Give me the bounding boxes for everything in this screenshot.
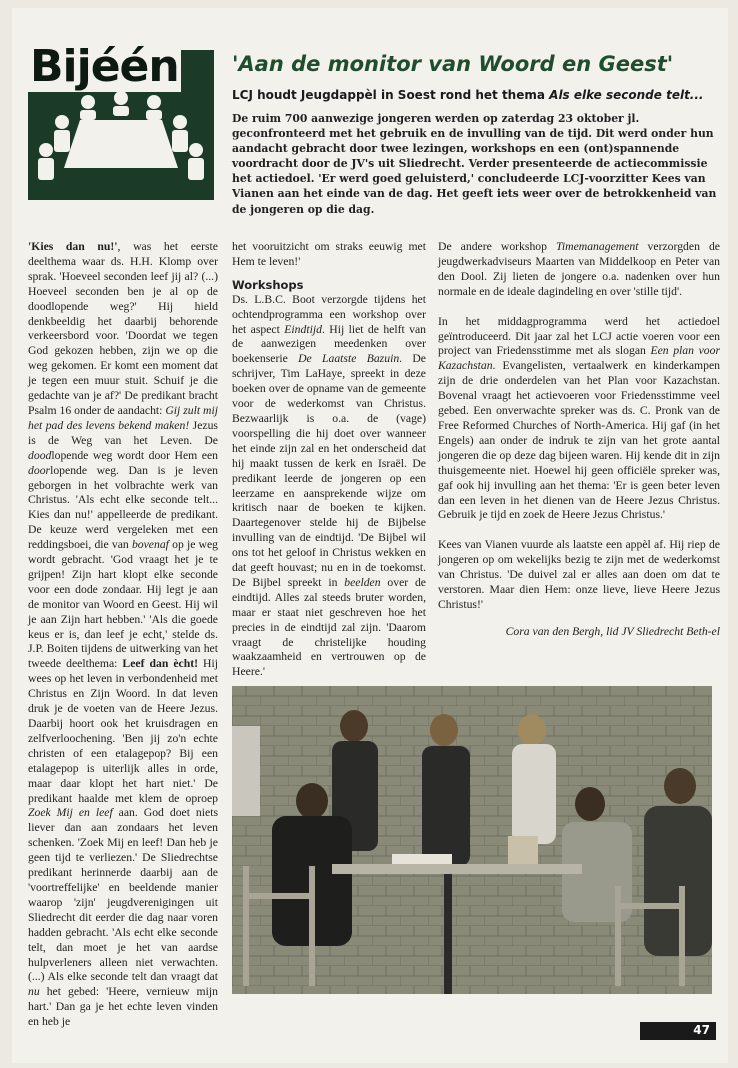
group-photo xyxy=(232,686,712,994)
paragraph: 'Kies dan nu!', was het eerste deelthema waar ds. H.H. Klomp over sprak. 'Hoeveel seconden leef jij al? (...) Hoeveel seconden ben je al op de doodlopende weg?' Hij hield denkbeeldig het daarbij behorende verkeersbord voor. 'Doordat we tegen God gekozen hebben, zijn we op die weg gekomen. Er komt een moment dat je tegen een muur stuit. Schuif je die gedachte van je af?' De predikant bracht Psalm 16 onder de aandacht: Gij zult mij het pad des levens bekend maken! Jezus is de Weg van het Leven. De doodlopende weg wordt door Hem een doorlopende weg. Dan is je leven geborgen in het volbrachte werk van Christus. 'Als echt elke seconde telt... Kies dan nu!' appelleerde de predikant. De keuze werd vergeleken met een reddingsboei, die van bovenaf op je weg wordt gebracht. 'God vraagt het je te grijpen! Zijn hart klopt elke seconde voor een dode zondaar. Hij legt je aan de monitor van Woord en Geest. Hij wil je aan Zijn hart hebben.' 'Als die goede keus er is, dan leef je echt,' stelde ds. J.P. Boiten tijdens de uitwerking van het tweede deelthema: Leef dan ècht! Hij wees op het leven in verbondenheid met Christus en Zijn Woord. In dat leven druk je de voeten van de Heere Jezus. Daarbij hoort ook het kruisdragen en zelfverloochening. 'Ben jij zo'n echte christen of een etalagepop? Bij een etalagepop is uiterlijk alles in orde, maar daar klopt het hart niet.' De predikant haalde met klem de oproep Zoek Mij en leef aan. God doet niets liever dan aan zondaars het leven schenken. 'Zoek Mij en leef! Dan heb je geen tijd te verliezen.' De Sliedrechtse predikant herinnerde daarbij aan de 'voortreffelijke' en beeldende manier waarop 'zijn' jeugdverenigingen uit Sliedrecht dit eerder die dag naar voren hadden gebracht. 'Als echt elke seconde telt, dan moet je het van aardse hulpverleners alleen niet verwachten. (...) Als elke seconde telt dan vraagt dat nu het gebed: 'Heere, vernieuw mijn hart.' Dan ga je het echte leven vinden en heb je xyxy=(28,240,219,1029)
page-number: 47 xyxy=(693,1023,710,1037)
paragraph: Ds. L.B.C. Boot verzorgde tijdens het ochtendprogramma een workshop over het aspect Eindtijd. Hij liet de helft van de aanwezigen meedenken over boekenserie De Laatste Bazuin. De schrijver, Tim LaHaye, spreekt in deze boeken over de opname van de gemeente voor de wederkomst van Christus. Bezwaarlijk is o.a. de (vage) voorspelling die hij doet over wanneer het einde zijn zal en het onderscheid dat hij maakt tussen de kerk en Israël. De predikant leerde de jongeren op een leerzame en aansprekende wijze om kritisch naar de boeken te kijken. Daartegenover stelde hij de Bijbelse invulling van de eindtijd. 'De Bijbel wil ons tot het geloof in Christus wekken en dat geeft houvast; nu en in de toekomst. De Bijbel spreekt in beelden over de eindtijd. Alles zal steeds bruter worden, maar er staat niet geschreven hoe het precies in de eindtijd zal zijn. 'Daarom vraagt de christelijke houding waakzaamheid en vertrouwen op de Heere.' xyxy=(232,292,426,679)
paragraph: Kees van Vianen vuurde als laatste een appèl af. Hij riep de jongeren op om wekelijks bezig te zijn met de wederkomst van Christus. 'De duivel zal er alles aan doen om dat te verstoren. Maar dien Hem: onze lieve, lieve Heere Jezus Christus!' xyxy=(438,538,720,611)
article-subtitle: LCJ houdt Jeugdappèl in Soest rond het thema Als elke seconde telt... xyxy=(232,88,704,102)
page-number-bar xyxy=(640,1022,716,1040)
column-1 xyxy=(28,240,218,1030)
author-signature: Cora van den Bergh, lid JV Sliedrecht Beth-el xyxy=(505,624,720,638)
paragraph: De andere workshop Timemanagement verzorgden de jeugdwerkadviseurs Maarten van Middelkoop en Peter van den Dool. Zij lieten de jongere o.a. nadenken over hun normale en de ideale dagindeling en over 'stille tijd'. xyxy=(438,240,720,298)
article-intro: De ruim 700 aanwezige jongeren werden op zaterdag 23 oktober jl. geconfronteerd met het gebruik en de invulling van de tijd. Dit werd onder hun aandacht gebracht door twee lezingen, workshops en een (ont)spannende voordracht door de JV's uit Sliedrecht. Verder presenteerde de actiecommissie het actiedoel. 'Er werd goed geluisterd,' concludeerde LCJ-voorzitter Kees van Vianen aan het einde van de dag. Het geeft iets weer over de betrokkenheid van de jongeren op die dag. xyxy=(232,112,717,216)
section-heading: Workshops xyxy=(232,277,304,292)
column-2 xyxy=(232,240,426,680)
paragraph: In het middagprogramma werd het actiedoel geïntroduceerd. Dit jaar zal het LCJ actie voeren voor een project van Friedensstimme met als slogan Een plan voor Kazachstan. Evangelisten, vertaalwerk en kinderkampen zijn de drie onderdelen van het Plan voor Kazachstan. Bovenal vraagt het actievoeren voor Friedensstimme veel gebed. Een onverwachte spreker was ds. C. Pronk van de Free Reformed Churches of North-America. Hij gaf (in het Engels) aan onder de indruk te zijn van het grote aantal jongeren die op deze dag bijeen waren. Hij kende dit in zijn thuisgemeente niet. Hoewel hij geen officiële spreker was, gaf ook hij invulling aan het thema: 'Er is geen beter leven dan een leven in het dienen van de Heere Jezus Christus. Gebruik je tijd en zoek de Heere Jezus Christus.' xyxy=(438,314,720,522)
logo-title: Bijéén xyxy=(30,41,179,92)
article-title: 'Aan de monitor van Woord en Geest' xyxy=(232,52,674,76)
paragraph: het vooruitzicht om straks eeuwig met Hem te leven!' xyxy=(232,240,426,268)
column-3 xyxy=(438,240,720,640)
